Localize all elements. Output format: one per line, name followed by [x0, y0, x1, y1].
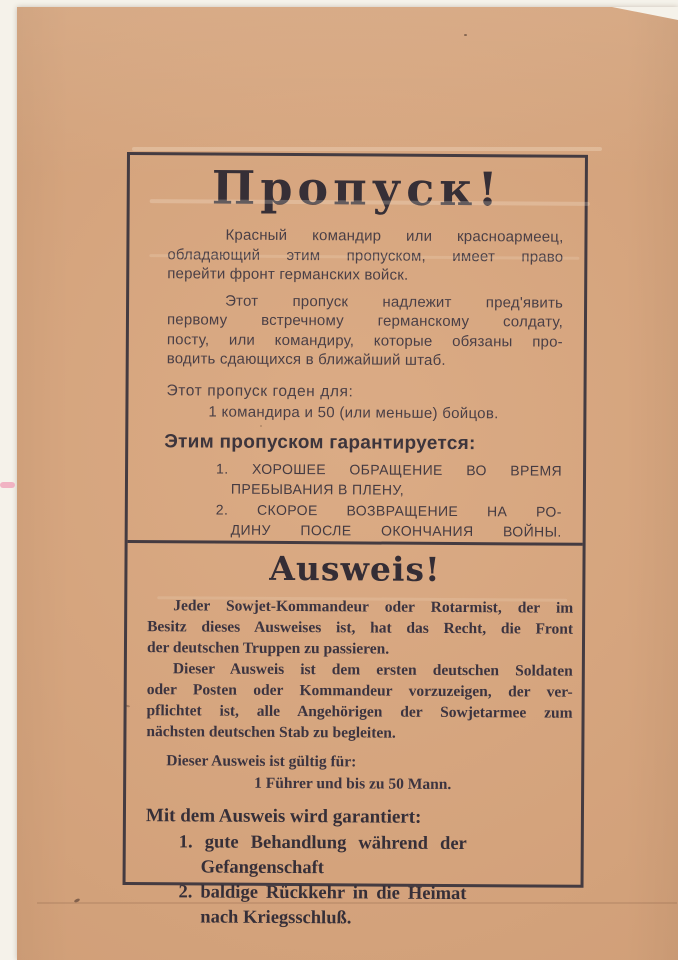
print-line: oder Posten oder Kommandeur vorzuzeigen, der ver- [146, 681, 573, 701]
print-line: перейти фронт германских войск. [167, 265, 409, 284]
scan-artifact-band [132, 147, 602, 151]
scan-pink-mark [0, 482, 15, 488]
print-line: первому встречному германскому солдату, [166, 311, 564, 331]
print-line: 2. СКОРОЕ ВОЗВРАЩЕНИЕ НА РО- [215, 501, 562, 520]
german-guarantee-item-1 [179, 830, 467, 882]
print-line: 2. baldige Rückkehr in die Heimat [178, 882, 467, 905]
print-line: 1. ХОРОШЕЕ ОБРАЩЕНИЕ ВО ВРЕМЯ [216, 460, 563, 479]
german-valid-for-label: Dieser Ausweis ist gültig für: [166, 752, 357, 771]
print-line: обладающий этим пропуском, имеет право [167, 245, 564, 266]
german-guarantee-item-2 [178, 880, 466, 932]
russian-paragraph-2 [129, 291, 584, 372]
print-line: Dieser Ausweis ist dem ersten deutschen Soldaten [172, 660, 573, 680]
russian-title: Пропуск! [211, 160, 503, 217]
print-line: nach Kriegsschluß. [200, 907, 352, 929]
russian-guarantee-item-2 [216, 499, 562, 542]
russian-guarantee-list [128, 458, 583, 543]
russian-valid-for-value: 1 командира и 50 (или меньше) бойцов. [208, 403, 499, 422]
russian-guarantee-item-1 [216, 458, 562, 501]
german-valid-for-value: 1 Führer und bis zu 50 Mann. [254, 774, 452, 793]
print-line: ПРЕБЫВАНИЯ В ПЛЕНУ, [230, 480, 405, 498]
print-line: посту, или командиру, которые обязаны про- [166, 330, 563, 351]
print-line: ДИНУ ПОСЛЕ ОКОНЧАНИЯ ВОЙНЫ. [230, 521, 562, 540]
german-paragraph-2 [126, 658, 582, 745]
print-line: Этот пропуск надлежит пред'явить [225, 292, 564, 312]
print-line: nächsten deutschen Stab zu begleiten. [146, 723, 396, 742]
russian-valid-for-label: Этот пропуск годен для: [166, 381, 354, 400]
german-paragraph-1 [127, 595, 582, 661]
print-line: 1. gute Behandlung während der [178, 832, 467, 855]
print-line: pflichtet ist, alle Angehörigen der Sowjetarmee zum [146, 702, 573, 722]
german-title: Ausweis! [269, 548, 441, 589]
print-line: Jeder Sowjet-Kommandeur oder Rotarmist, der im [173, 597, 574, 617]
russian-guarantee-heading: Этим пропуском гарантируется: [164, 430, 476, 454]
print-line: Besitz dieses Ausweises ist, hat das Recht, die Front [147, 618, 574, 638]
german-section [126, 548, 583, 929]
print-line: Красный командир или красноармеец, [225, 226, 564, 246]
leaflet-paper [17, 7, 678, 960]
german-guarantee-list [125, 830, 581, 933]
print-line: der deutschen Truppen zu passieren. [146, 639, 390, 658]
russian-section [128, 155, 585, 546]
print-line: Gefangenschaft [200, 857, 325, 879]
printed-frame [123, 152, 588, 929]
paper-speck [464, 34, 467, 36]
german-guarantee-heading: Mit dem Ausweis wird garantiert: [145, 805, 422, 828]
print-line: водить сдающихся в ближайший штаб. [166, 350, 446, 369]
